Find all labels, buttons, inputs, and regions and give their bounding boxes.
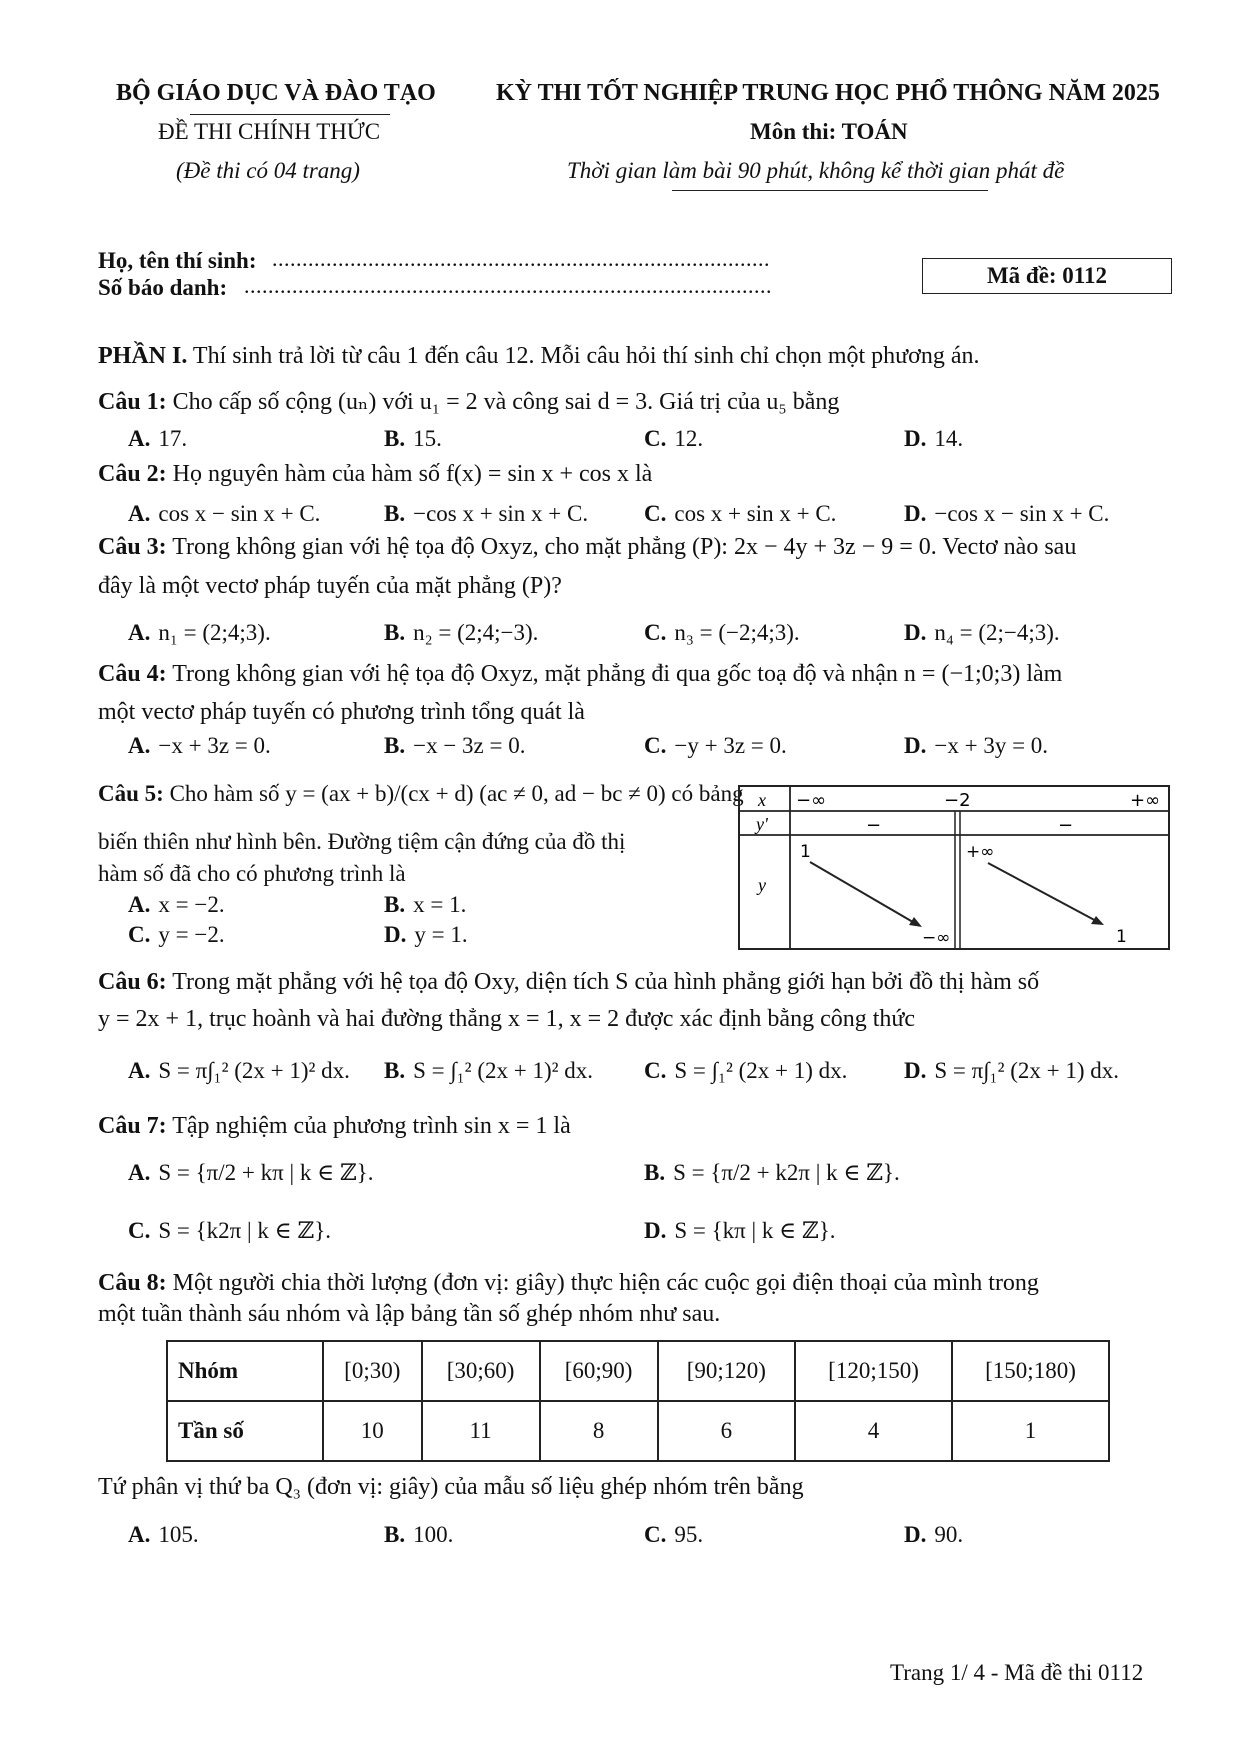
bbt-sign-left: − xyxy=(866,815,882,836)
ministry-name: BỘ GIÁO DỤC VÀ ĐÀO TẠO xyxy=(116,80,436,106)
id-label: Số báo danh: xyxy=(98,275,228,300)
table-cell: [60;90) xyxy=(540,1341,658,1401)
exam-title: KỲ THI TỐT NGHIỆP TRUNG HỌC PHỔ THÔNG NĂM 2025 xyxy=(496,80,1160,106)
question-5: Câu 5: Cho hàm số y = (ax + b)/(cx + d) (ac ≠ 0, ad − bc ≠ 0) có bảng xyxy=(98,781,744,806)
table-cell: [30;60) xyxy=(422,1341,540,1401)
q3-option-b[interactable]: B. n₂ = (2;4;−3). xyxy=(384,620,539,645)
bbt-arrow-left xyxy=(810,862,918,925)
subject: Môn thi: TOÁN xyxy=(750,119,908,144)
variation-table xyxy=(738,785,1170,950)
q3-option-d[interactable]: D. n₄ = (2;−4;3). xyxy=(904,620,1060,645)
q5-option-b[interactable]: B. x = 1. xyxy=(384,892,467,917)
table-cell: 8 xyxy=(540,1401,658,1461)
part1-heading: PHẦN I. xyxy=(98,343,188,369)
q1-option-b[interactable]: B. 15. xyxy=(384,426,442,451)
name-dots: ................................................................................... xyxy=(272,246,770,271)
q4-option-c[interactable]: C. −y + 3z = 0. xyxy=(644,733,787,758)
q2-option-d[interactable]: D. −cos x − sin x + C. xyxy=(904,501,1110,526)
table-cell: 6 xyxy=(658,1401,795,1461)
q3-option-a[interactable]: A. n₁ = (2;4;3). xyxy=(128,620,271,645)
q5-option-c[interactable]: C. y = −2. xyxy=(128,922,225,947)
question-5-line3: hàm số đã cho có phương trình là xyxy=(98,861,406,886)
bbt-y-right-limit: +∞ xyxy=(966,842,995,862)
ministry-underline xyxy=(190,114,390,115)
q2-option-c[interactable]: C. cos x + sin x + C. xyxy=(644,501,837,526)
part1-text: Thí sinh trả lời từ câu 1 đến câu 12. Mỗi câu hỏi thí sinh chỉ chọn một phương án. xyxy=(187,343,980,369)
table-row xyxy=(167,1401,1109,1461)
exam-code: Mã đề: 0112 xyxy=(986,263,1108,288)
name-label: Họ, tên thí sinh: xyxy=(98,248,257,273)
question-6-line2: y = 2x + 1, trục hoành và hai đường thẳng x = 1, x = 2 được xác định bằng công thức xyxy=(98,1006,916,1032)
q1-option-a[interactable]: A. 17. xyxy=(128,426,188,451)
q5-option-a[interactable]: A. x = −2. xyxy=(128,892,225,917)
part1-instruction xyxy=(98,343,980,370)
q1-option-d[interactable]: D. 14. xyxy=(904,426,964,451)
bbt-x-minus-inf: −∞ xyxy=(796,790,827,811)
table-cell: [0;30) xyxy=(323,1341,422,1401)
q2-option-a[interactable]: A. cos x − sin x + C. xyxy=(128,501,321,526)
page-footer: Trang 1/ 4 - Mã đề thi 0112 xyxy=(890,1660,1144,1685)
q7-option-a[interactable]: A. S = {π/2 + kπ | k ∈ ℤ}. xyxy=(128,1160,374,1185)
q4-option-b[interactable]: B. −x − 3z = 0. xyxy=(384,733,526,758)
bbt-x-minus-2: −2 xyxy=(944,790,971,811)
q7-option-d[interactable]: D. S = {kπ | k ∈ ℤ}. xyxy=(644,1218,836,1243)
table-cell: [120;150) xyxy=(795,1341,952,1401)
table-cell: 1 xyxy=(952,1401,1109,1461)
bbt-x-label: x xyxy=(758,790,766,810)
question-4: Câu 4: Trong không gian với hệ tọa độ Oxyz, mặt phẳng đi qua gốc toạ độ và nhận n = (−1;0;3) làm xyxy=(98,661,1063,687)
q8-option-a[interactable]: A. 105. xyxy=(128,1522,199,1547)
question-8-line3: Tứ phân vị thứ ba Q₃ (đơn vị: giây) của mẫu số liệu ghép nhóm trên bằng xyxy=(98,1474,804,1500)
pages-note: (Đề thi có 04 trang) xyxy=(176,158,360,183)
question-6: Câu 6: Trong mặt phẳng với hệ tọa độ Oxy, diện tích S của hình phẳng giới hạn bởi đồ thị hàm số xyxy=(98,969,1040,995)
table-header-frequency: Tần số xyxy=(167,1401,323,1461)
question-number: Câu 1: xyxy=(98,389,167,415)
time-note: Thời gian làm bài 90 phút, không kể thời gian phát đề xyxy=(567,158,1065,183)
q7-option-c[interactable]: C. S = {k2π | k ∈ ℤ}. xyxy=(128,1218,331,1243)
q5-option-d[interactable]: D. y = 1. xyxy=(384,922,468,947)
bbt-y-end: 1 xyxy=(1116,927,1127,947)
bbt-y-start: 1 xyxy=(800,842,811,862)
q6-option-b[interactable]: B. S = ∫₁² (2x + 1)² dx. xyxy=(384,1058,594,1083)
q6-option-d[interactable]: D. S = π∫₁² (2x + 1) dx. xyxy=(904,1058,1120,1083)
q4-option-d[interactable]: D. −x + 3y = 0. xyxy=(904,733,1049,758)
id-dots: ........................................................................................ xyxy=(244,273,772,298)
q3-option-c[interactable]: C. n₃ = (−2;4;3). xyxy=(644,620,800,645)
question-3: Câu 3: Trong không gian với hệ tọa độ Oxyz, cho mặt phẳng (P): 2x − 4y + 3z − 9 = 0. Vectơ nào sau xyxy=(98,534,1077,560)
question-1 xyxy=(98,387,839,416)
q2-option-b[interactable]: B. −cos x + sin x + C. xyxy=(384,501,589,526)
q1-option-c[interactable]: C. 12. xyxy=(644,426,704,451)
question-8-line2: một tuần thành sáu nhóm và lập bảng tần số ghép nhóm như sau. xyxy=(98,1301,721,1327)
q7-option-b[interactable]: B. S = {π/2 + k2π | k ∈ ℤ}. xyxy=(644,1160,900,1185)
question-8: Câu 8: Một người chia thời lượng (đơn vị: giây) thực hiện các cuộc gọi điện thoại của mình trong xyxy=(98,1270,1039,1296)
bbt-x-plus-inf: +∞ xyxy=(1130,790,1161,811)
q8-option-d[interactable]: D. 90. xyxy=(904,1522,964,1547)
question-7: Câu 7: Tập nghiệm của phương trình sin x = 1 là xyxy=(98,1113,571,1139)
q6-option-c[interactable]: C. S = ∫₁² (2x + 1) dx. xyxy=(644,1058,848,1083)
official-label: ĐỀ THI CHÍNH THỨC xyxy=(158,119,381,144)
time-note-underline xyxy=(672,190,988,191)
bbt-y-left-limit: −∞ xyxy=(922,928,951,948)
table-cell: 11 xyxy=(422,1401,540,1461)
q8-option-c[interactable]: C. 95. xyxy=(644,1522,704,1547)
question-3-line2: đây là một vectơ pháp tuyến của mặt phẳng (P)? xyxy=(98,573,562,599)
question-2: Câu 2: Họ nguyên hàm của hàm số f(x) = sin x + cos x là xyxy=(98,461,653,487)
question-text: Cho cấp số cộng (uₙ) với u₁ = 2 và công sai d = 3. Giá trị của u₅ bằng xyxy=(166,389,840,415)
q8-option-b[interactable]: B. 100. xyxy=(384,1522,454,1547)
q4-option-a[interactable]: A. −x + 3z = 0. xyxy=(128,733,271,758)
table-cell: [90;120) xyxy=(658,1341,795,1401)
bbt-y-label: y xyxy=(758,875,766,895)
table-cell: [150;180) xyxy=(952,1341,1109,1401)
table-row xyxy=(167,1341,1109,1401)
q6-option-a[interactable]: A. S = π∫₁² (2x + 1)² dx. xyxy=(128,1058,350,1083)
frequency-table xyxy=(166,1340,1110,1462)
table-cell: 10 xyxy=(323,1401,422,1461)
table-cell: 4 xyxy=(795,1401,952,1461)
bbt-arrow-right xyxy=(988,863,1100,923)
question-5-line2: biến thiên như hình bên. Đường tiệm cận đứng của đồ thị xyxy=(98,829,626,854)
bbt-sign-right: − xyxy=(1058,815,1074,836)
table-header-group: Nhóm xyxy=(167,1341,323,1401)
exam-code-box xyxy=(922,258,1172,294)
bbt-yprime-label: y' xyxy=(756,814,768,834)
question-4-line2: một vectơ pháp tuyến có phương trình tổng quát là xyxy=(98,699,585,725)
